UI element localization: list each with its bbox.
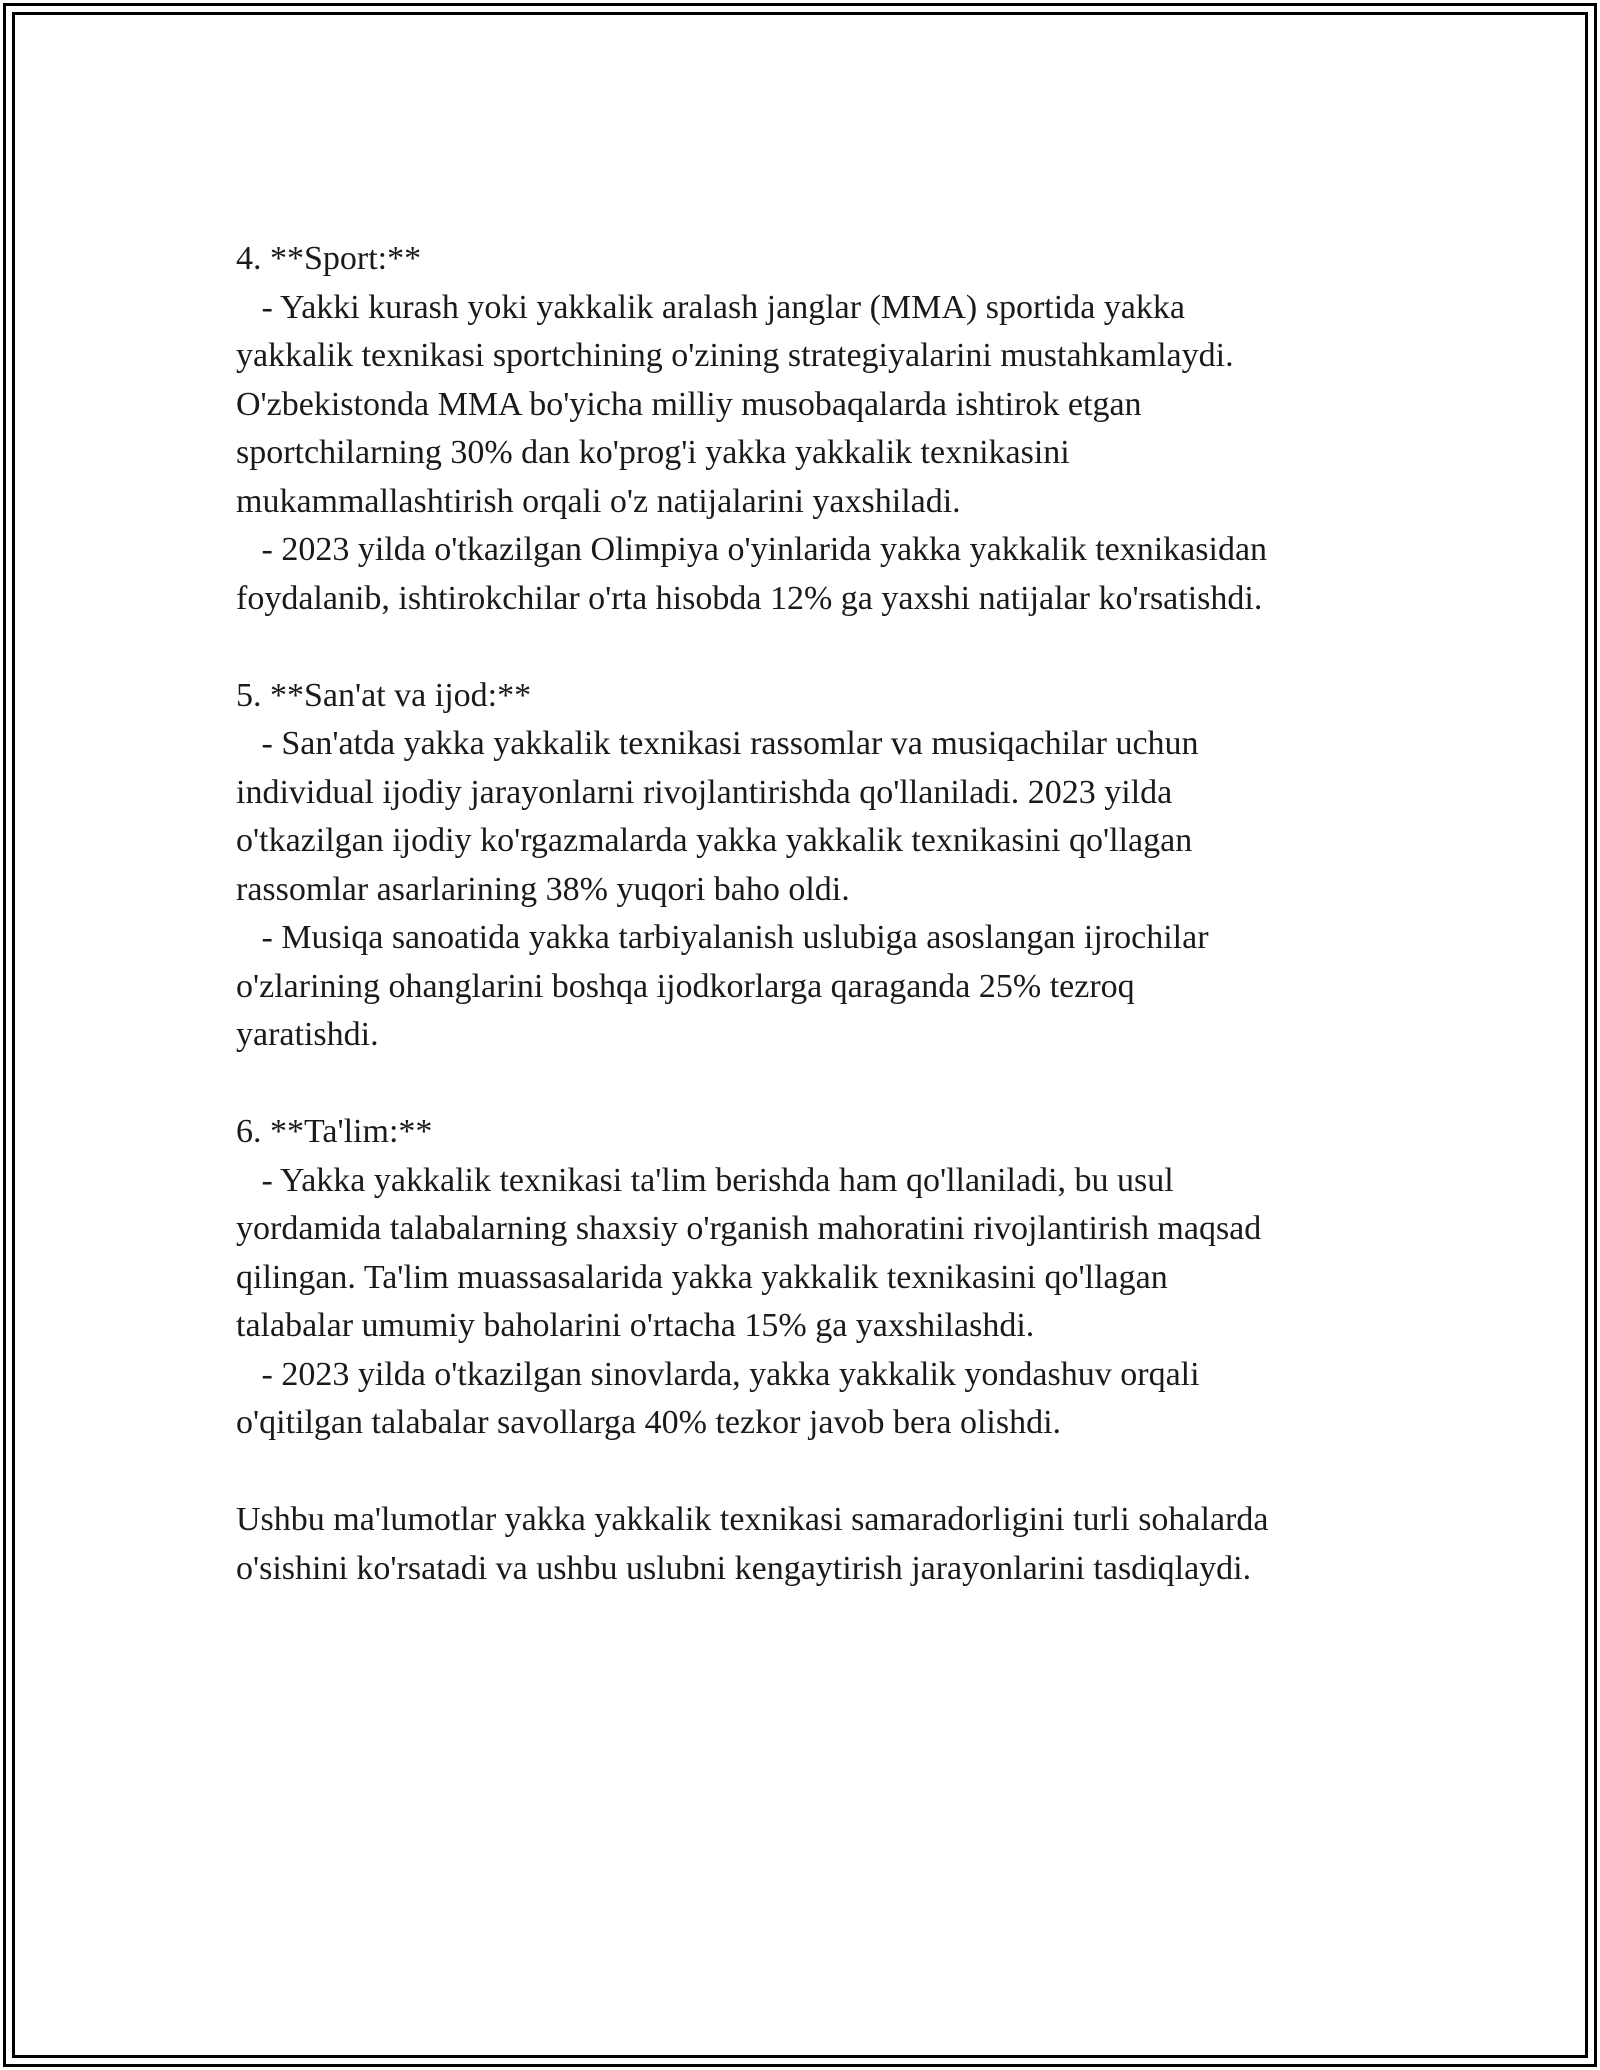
text-line: rassomlar asarlarining 38% yuqori baho oldi. — [236, 870, 850, 908]
paragraph-spacer — [236, 623, 1386, 672]
section-talim — [236, 1108, 1386, 1448]
text-line: - 2023 yilda o'tkazilgan Olimpiya o'yinlarida yakka yakkalik texnikasidan — [236, 531, 1268, 568]
text-line: O'zbekistonda MMA bo'yicha milliy musobaqalarda ishtirok etgan — [236, 385, 1142, 423]
section-sanat-va-ijod — [236, 672, 1386, 1060]
section-heading: 5. **San'at va ijod:** — [236, 676, 532, 714]
section-sport — [236, 235, 1386, 623]
text-line: yaratishdi. — [236, 1016, 379, 1053]
document-body — [236, 235, 1386, 1593]
text-line: o'tkazilgan ijodiy ko'rgazmalarda yakka yakkalik texnikasini qo'llagan — [236, 822, 1193, 859]
text-line: - San'atda yakka yakkalik texnikasi rassomlar va musiqachilar uchun — [236, 725, 1199, 762]
text-line: yakkalik texnikasi sportchining o'zining strategiyalarini mustahkamlaydi. — [236, 337, 1234, 374]
section-conclusion — [236, 1496, 1386, 1593]
paragraph-spacer — [236, 1060, 1386, 1109]
text-line: talabalar umumiy baholarini o'rtacha 15% ga yaxshilashdi. — [236, 1307, 1035, 1344]
text-line: mukammallashtirish orqali o'z natijalarini yaxshiladi. — [236, 482, 961, 520]
text-line: qilingan. Ta'lim muassasalarida yakka yakkalik texnikasini qo'llagan — [236, 1258, 1168, 1296]
text-line: - Yakka yakkalik texnikasi ta'lim berishda ham qo'llaniladi, bu usul — [236, 1161, 1174, 1199]
text-line: individual ijodiy jarayonlarni rivojlantirishda qo'llaniladi. 2023 yilda — [236, 773, 1173, 811]
section-heading: 4. **Sport:** — [236, 240, 422, 277]
text-line: o'qitilgan talabalar savollarga 40% tezkor javob bera olishdi. — [236, 1404, 1062, 1441]
text-line: - 2023 yilda o'tkazilgan sinovlarda, yakka yakkalik yondashuv orqali — [236, 1355, 1200, 1393]
text-line: o'zlarining ohanglarini boshqa ijodkorlarga qaraganda 25% tezroq — [236, 967, 1135, 1005]
text-line: - Yakki kurash yoki yakkalik aralash janglar (MMA) sportida yakka — [236, 288, 1185, 326]
text-line: - Musiqa sanoatida yakka tarbiyalanish uslubiga asoslangan ijrochilar — [236, 919, 1209, 956]
paragraph-spacer — [236, 1448, 1386, 1497]
section-heading: 6. **Ta'lim:** — [236, 1113, 433, 1150]
text-line: sportchilarning 30% dan ko'prog'i yakka yakkalik texnikasini — [236, 434, 1070, 471]
text-line: yordamida talabalarning shaxsiy o'rganish mahoratini rivojlantirish maqsad — [236, 1210, 1262, 1247]
text-line: Ushbu ma'lumotlar yakka yakkalik texnikasi samaradorligini turli sohalarda — [236, 1501, 1269, 1538]
text-line: o'sishini ko'rsatadi va ushbu uslubni kengaytirish jarayonlarini tasdiqlaydi. — [236, 1549, 1252, 1587]
text-line: foydalanib, ishtirokchilar o'rta hisobda 12% ga yaxshi natijalar ko'rsatishdi. — [236, 579, 1263, 617]
